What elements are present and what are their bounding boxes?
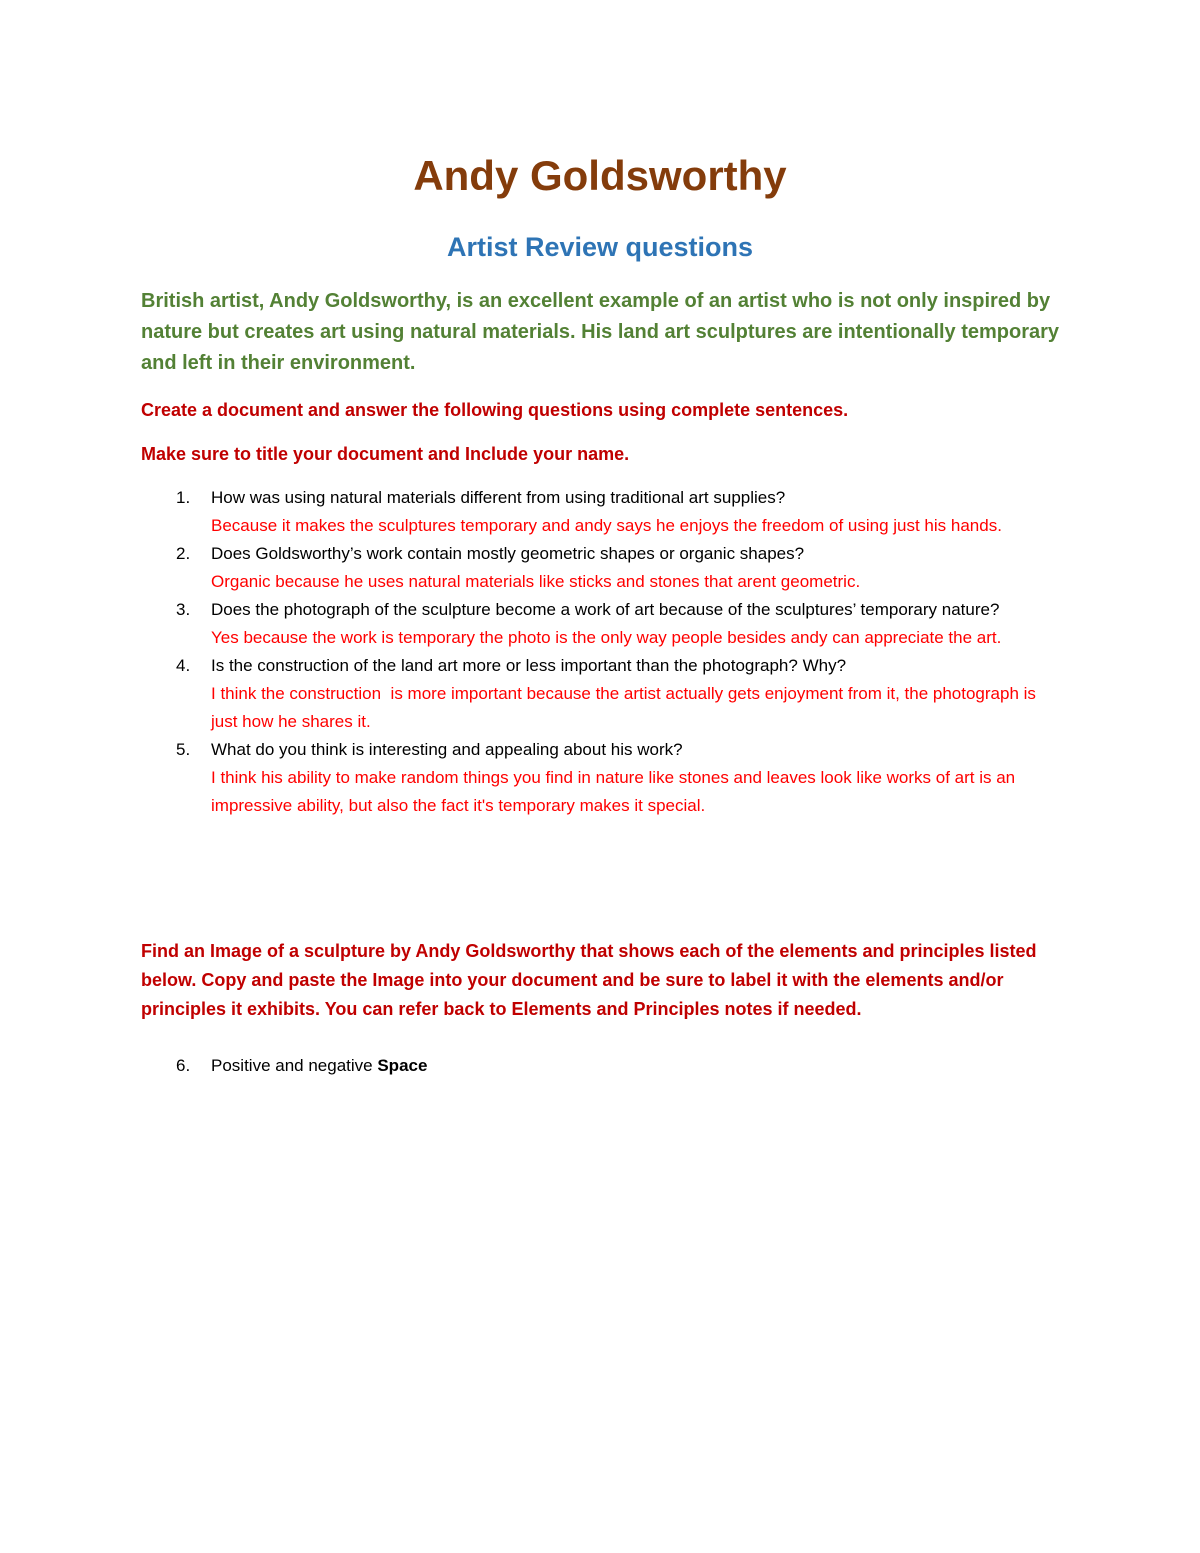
question-item-3 — [141, 596, 1061, 652]
answer-text: I think his ability to make random things you find in nature like stones and leaves look like works of art is an impressive ability, but also the fact it's temporary makes it special. — [211, 768, 1020, 815]
question-number: 1. — [176, 488, 191, 507]
question-number: 5. — [176, 740, 191, 759]
question-text: How was using natural materials different from using traditional art supplies? — [211, 488, 786, 507]
question-item-5 — [141, 736, 1061, 820]
answer-text: Yes because the work is temporary the photo is the only way people besides andy can appreciate the art. — [211, 628, 1002, 647]
item-6-bold-label: Space — [377, 1056, 428, 1075]
question-text: Does Goldsworthy’s work contain mostly geometric shapes or organic shapes? — [211, 544, 805, 563]
question-item-6 — [141, 1052, 1111, 1080]
instruction-find-image: Find an Image of a sculpture by Andy Goldsworthy that shows each of the elements and principles listed below. Copy and paste the Image into your document and be sure to label it with the elements and/or principles it exhibits. You can refer back to Elements and Principles notes if needed. — [141, 941, 1037, 1019]
question-item-2 — [141, 540, 1061, 596]
question-number: 3. — [176, 600, 191, 619]
document-subtitle: Artist Review questions — [446, 232, 754, 262]
item-6-text — [211, 1052, 1111, 1080]
question-number: 4. — [176, 656, 191, 675]
item-6-label: Positive and negative — [211, 1056, 378, 1075]
question-list — [141, 484, 1061, 820]
answer-text: Organic because he uses natural materials like sticks and stones that arent geometric. — [211, 572, 861, 591]
document-title: Andy Goldsworthy — [413, 152, 787, 199]
question-text: Is the construction of the land art more or less important than the photograph? Why? — [211, 656, 847, 675]
question-number: 2. — [176, 544, 191, 563]
question-item-1 — [141, 484, 1061, 540]
answer-text: Because it makes the sculptures temporary and andy says he enjoys the freedom of using just his hands. — [211, 516, 1002, 535]
instruction-title-name: Make sure to title your document and Include your name. — [141, 444, 630, 464]
intro-paragraph: British artist, Andy Goldsworthy, is an excellent example of an artist who is not only inspired by nature but creates art using natural materials. His land art sculptures are intentionally temporary and left in their environment. — [141, 290, 1060, 374]
question-item-4 — [141, 652, 1061, 736]
question-text: What do you think is interesting and appealing about his work? — [211, 740, 683, 759]
instruction-answer-questions: Create a document and answer the following questions using complete sentences. — [141, 400, 849, 420]
question-text: Does the photograph of the sculpture become a work of art because of the sculptures’ temporary nature? — [211, 600, 1000, 619]
question-number: 6. — [176, 1056, 191, 1075]
answer-text: I think the construction is more important because the artist actually gets enjoyment from it, the photograph is just how he shares it. — [211, 684, 1041, 731]
